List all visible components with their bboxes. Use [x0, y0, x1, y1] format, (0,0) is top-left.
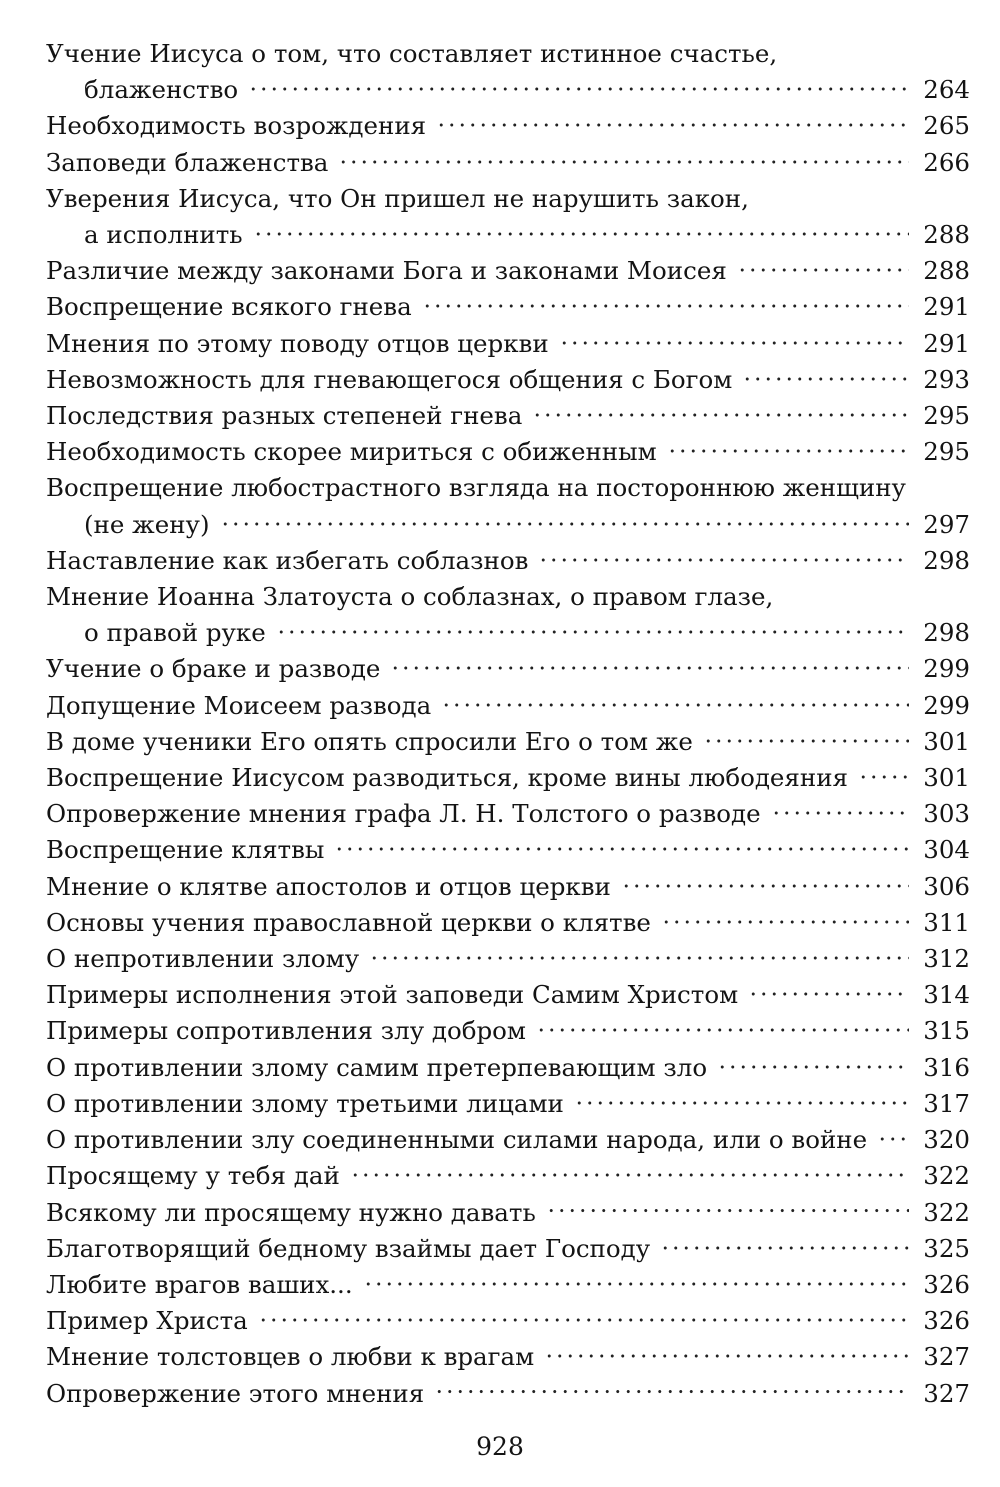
dot-leader — [858, 766, 909, 788]
toc-entry-title: Последствия разных степеней гнева — [46, 401, 523, 431]
toc-entry-title: Мнения по этому поводу отцов церкви — [46, 328, 549, 358]
toc-entry-page: 316 — [923, 1052, 970, 1082]
toc-entry-title: Учение Иисуса о том, что составляет истинное счастье, — [46, 39, 778, 68]
toc-entry — [46, 1376, 970, 1412]
toc-entry-page: 299 — [923, 654, 970, 684]
toc-entry — [46, 543, 970, 579]
toc-entry-title: О противлении злому третьими лицами — [46, 1088, 564, 1118]
dot-leader — [258, 1309, 909, 1331]
dot-leader — [737, 259, 909, 281]
toc-entry — [46, 1050, 970, 1086]
toc-entry-title: Необходимость скорее мириться с обиженным — [46, 437, 657, 467]
toc-entry-page: 325 — [923, 1233, 970, 1263]
toc-entry-title: Воспрещение всякого гнева — [46, 292, 412, 322]
dot-leader — [574, 1092, 909, 1114]
toc-entry-title: Опровержение этого мнения — [46, 1378, 425, 1408]
toc-entry-page: 298 — [923, 618, 970, 648]
toc-entry-title: Уверения Иисуса, что Он пришел не нарушить закон, — [46, 183, 749, 213]
toc-entry-page: 288 — [923, 256, 970, 286]
toc-entry-title: Заповеди блаженства — [46, 147, 329, 177]
toc-entry-page: 295 — [923, 401, 970, 431]
toc-entry — [46, 434, 970, 470]
toc-entry-title: Всякому ли просящему нужно давать — [46, 1197, 536, 1227]
dot-leader — [220, 513, 910, 535]
dot-leader — [660, 1237, 909, 1259]
dot-leader — [441, 694, 909, 716]
toc-entry — [46, 1231, 970, 1267]
dot-leader — [536, 1019, 909, 1041]
toc-entry-page: 327 — [923, 1342, 970, 1372]
dot-leader — [771, 802, 910, 824]
toc-entry — [46, 1339, 970, 1375]
toc-entry-title: блаженство — [84, 75, 239, 105]
toc-entry-page: 266 — [923, 147, 970, 177]
toc-entry-title: Воспрещение любострастного взгляда на постороннюю женщину — [46, 473, 906, 503]
toc-entry-page: 326 — [923, 1269, 970, 1299]
dot-leader — [434, 1381, 909, 1403]
toc-entry-title: Учение о браке и разводе — [46, 654, 381, 684]
toc-entry-title: а исполнить — [84, 220, 243, 250]
toc-entry-page: 264 — [923, 75, 970, 105]
toc-entry — [46, 579, 970, 651]
toc-entry-page: 295 — [923, 437, 970, 467]
toc-entry-page: 317 — [923, 1088, 970, 1118]
toc-entry — [46, 1158, 970, 1194]
toc-entry-page: 291 — [923, 328, 970, 358]
toc-entry-page: 303 — [923, 799, 970, 829]
toc-entry-page: 301 — [923, 763, 970, 793]
dot-leader — [748, 983, 909, 1005]
toc-entry-page: 315 — [923, 1016, 970, 1046]
toc-entry-title: Основы учения православной церкви о клятве — [46, 907, 651, 937]
toc-entry-page: 265 — [923, 111, 970, 141]
toc-entry — [46, 651, 970, 687]
toc-entry — [46, 688, 970, 724]
toc-entry-page: 322 — [923, 1197, 970, 1227]
dot-leader — [877, 1128, 909, 1150]
toc-entry — [46, 1267, 970, 1303]
toc-entry-title: Невозможность для гневающегося общения с Богом — [46, 364, 733, 394]
toc-entry-title: Мнение о клятве апостолов и отцов церкви — [46, 871, 611, 901]
dot-leader — [334, 838, 909, 860]
toc-entry — [46, 470, 970, 542]
toc-entry-title: О противлении злому самим претерпевающим зло — [46, 1052, 708, 1082]
toc-entry-title: Различие между законами Бога и законами Моисея — [46, 256, 727, 286]
toc-entry-title: О непротивлении злому — [46, 944, 360, 974]
toc-entry-page: 299 — [923, 690, 970, 720]
toc-entry-page: 297 — [923, 509, 970, 539]
toc-entry-page: 293 — [923, 364, 970, 394]
dot-leader — [661, 911, 909, 933]
toc-entry — [46, 1013, 970, 1049]
toc-entry — [46, 1303, 970, 1339]
toc-entry — [46, 760, 970, 796]
toc-entry — [46, 145, 970, 181]
dot-leader — [544, 1345, 909, 1367]
toc-entry-title: Благотворящий бедному взаймы дает Господу — [46, 1233, 651, 1263]
toc-entry-title: Просящему у тебя дай — [46, 1161, 340, 1191]
dot-leader — [717, 1056, 909, 1078]
dot-leader — [338, 151, 909, 173]
dot-leader — [546, 1200, 909, 1222]
toc-entry-title: о правой руке — [84, 618, 266, 648]
toc-entry-page: 311 — [923, 907, 970, 937]
toc-entry-page: 314 — [923, 980, 970, 1010]
toc-entry-title: О противлении злу соединенными силами народа, или о войне — [46, 1125, 868, 1155]
dot-leader — [742, 368, 909, 390]
toc-entry-page: 291 — [923, 292, 970, 322]
toc-entry-page: 326 — [923, 1306, 970, 1336]
toc-entry-title: Пример Христа — [46, 1306, 248, 1336]
toc-entry-page: 288 — [923, 220, 970, 250]
dot-leader — [363, 1273, 910, 1295]
page-number: 928 — [476, 1432, 524, 1461]
toc-entry — [46, 108, 970, 144]
toc-entry-title: Мнение толстовцев о любви к врагам — [46, 1342, 535, 1372]
toc-entry — [46, 181, 970, 253]
toc-entry — [46, 869, 970, 905]
toc-entry-page: 304 — [923, 835, 970, 865]
dot-leader — [253, 223, 910, 245]
dot-leader — [667, 440, 910, 462]
toc-entry — [46, 36, 970, 108]
dot-leader — [276, 621, 910, 643]
toc-entry — [46, 398, 970, 434]
toc-entry — [46, 796, 970, 832]
toc-entry-title: В доме ученики Его опять спросили Его о том же — [46, 726, 693, 756]
dot-leader — [532, 404, 909, 426]
toc-entry-page: 306 — [923, 871, 970, 901]
toc-entry-page: 298 — [923, 545, 970, 575]
toc-entry — [46, 724, 970, 760]
toc-entry — [46, 832, 970, 868]
toc-entry — [46, 1122, 970, 1158]
dot-leader — [350, 1164, 909, 1186]
toc-entry-title: Мнение Иоанна Златоуста о соблазнах, о правом глазе, — [46, 582, 774, 612]
toc-entry-page: 301 — [923, 726, 970, 756]
toc-entry — [46, 905, 970, 941]
toc-entry-title: Воспрещение Иисусом разводиться, кроме вины любодеяния — [46, 763, 848, 793]
toc-entry-page: 322 — [923, 1161, 970, 1191]
toc-entry-title: Любите врагов ваших... — [46, 1269, 353, 1299]
toc-entry — [46, 1195, 970, 1231]
toc-entry-title: Примеры сопротивления злу добром — [46, 1016, 526, 1046]
toc-entry — [46, 1086, 970, 1122]
dot-leader — [436, 114, 909, 136]
dot-leader — [621, 875, 909, 897]
toc-entry-title: Опровержение мнения графа Л. Н. Толстого о разводе — [46, 799, 761, 829]
dot-leader — [369, 947, 909, 969]
toc-entry — [46, 362, 970, 398]
toc-entry-title: Воспрещение клятвы — [46, 835, 325, 865]
dot-leader — [248, 78, 909, 100]
dot-leader — [422, 295, 910, 317]
toc-entry-title: (не жену) — [84, 509, 210, 539]
toc-entry — [46, 977, 970, 1013]
toc-entry — [46, 326, 970, 362]
toc-entry-page: 312 — [923, 944, 970, 974]
table-of-contents — [46, 36, 970, 1412]
toc-entry-title: Примеры исполнения этой заповеди Самим Христом — [46, 980, 739, 1010]
toc-entry — [46, 289, 970, 325]
toc-entry-title: Необходимость возрождения — [46, 111, 427, 141]
dot-leader — [390, 657, 909, 679]
toc-entry-title: Наставление как избегать соблазнов — [46, 545, 529, 575]
toc-entry — [46, 253, 970, 289]
toc-entry-page: 320 — [923, 1125, 970, 1155]
toc-entry-page: 327 — [923, 1378, 970, 1408]
toc-entry-title: Допущение Моисеем развода — [46, 690, 432, 720]
toc-entry — [46, 941, 970, 977]
dot-leader — [559, 332, 910, 354]
dot-leader — [703, 730, 909, 752]
dot-leader — [538, 549, 909, 571]
